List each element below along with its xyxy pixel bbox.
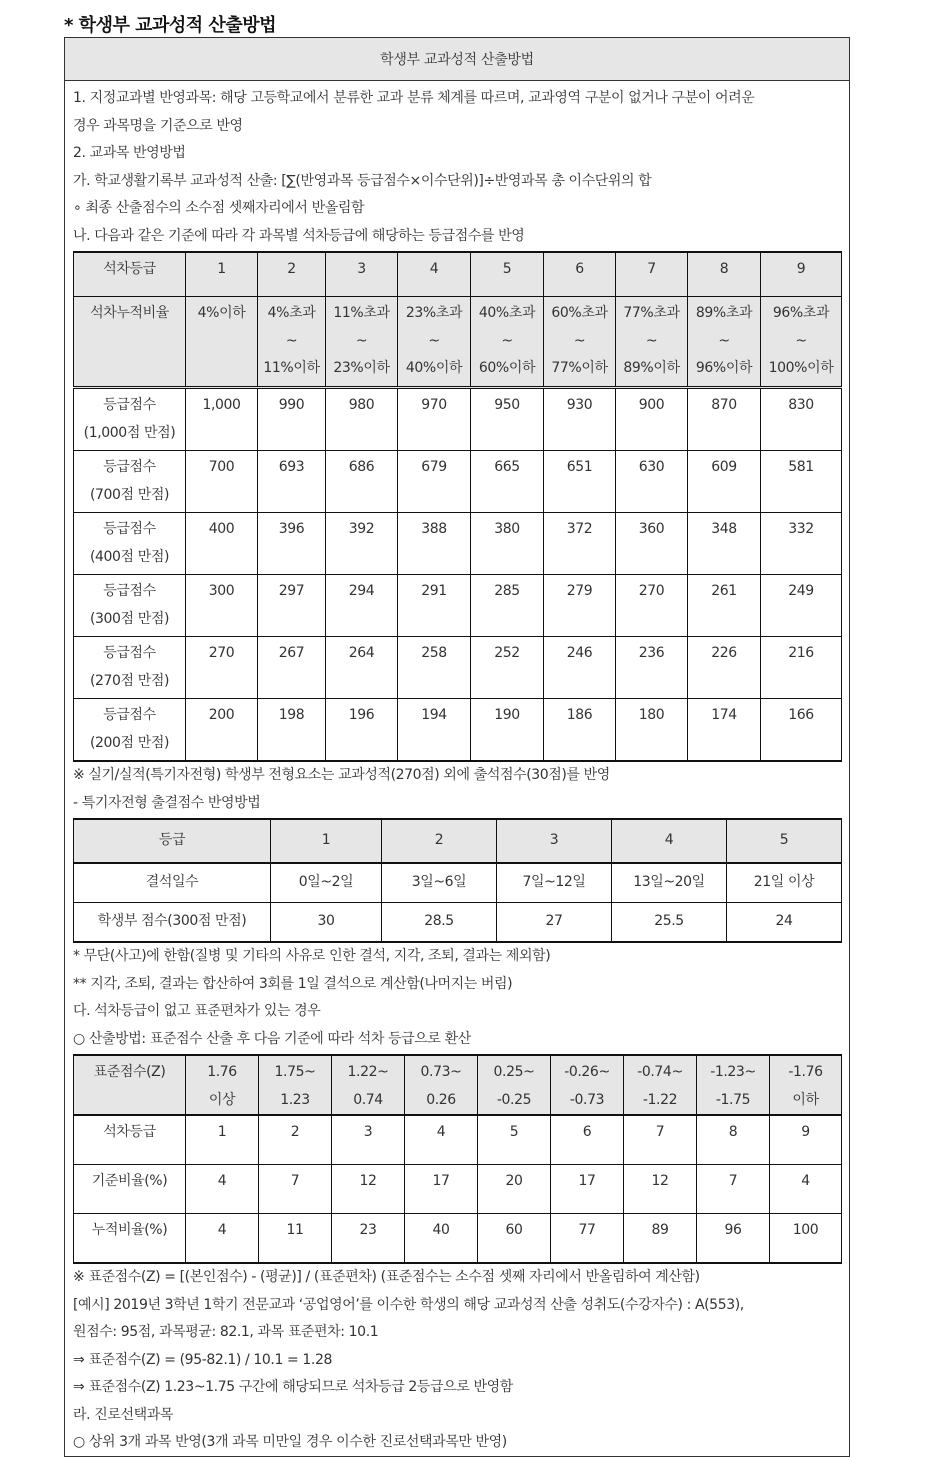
value-cell: 9 xyxy=(770,1115,842,1165)
table-row xyxy=(74,1115,842,1165)
grade-header-row xyxy=(74,252,842,297)
score-cell: 261 xyxy=(688,575,761,637)
score-cell: 174 xyxy=(688,699,761,762)
table-row xyxy=(74,575,842,637)
score-cell: 27 xyxy=(497,903,612,943)
score-cell: 380 xyxy=(471,513,544,575)
score-label: 학생부 점수(300점 만점) xyxy=(74,903,271,943)
absence-cell: 7일~12일 xyxy=(497,863,612,903)
value-cell: 7 xyxy=(259,1165,332,1214)
value-cell: 3 xyxy=(332,1115,405,1165)
text-line: 원점수: 95점, 과목평균: 82.1, 과목 표준편차: 10.1 xyxy=(73,1324,379,1340)
table-row xyxy=(74,637,842,699)
attendance-header-row xyxy=(74,819,842,863)
score-cell: 372 xyxy=(544,513,616,575)
value-cell: 11 xyxy=(259,1214,332,1264)
row-label: 등급점수 (400점 만점) xyxy=(74,513,186,575)
grade-cell: 2 xyxy=(258,252,326,297)
grade-cell: 7 xyxy=(616,252,688,297)
zscore-table xyxy=(73,1054,842,1264)
row-label: 등급점수 (200점 만점) xyxy=(74,699,186,762)
grade-score-table xyxy=(73,251,842,762)
score-cell: 900 xyxy=(616,388,688,451)
zscore-header-label: 표준점수(Z) xyxy=(74,1055,186,1115)
score-cell: 186 xyxy=(544,699,616,762)
range-cell: -0.74~ -1.22 xyxy=(624,1055,697,1115)
value-cell: 6 xyxy=(551,1115,624,1165)
table-row xyxy=(74,513,842,575)
score-cell: 970 xyxy=(398,388,471,451)
text-line: ※ 실기/실적(특기자전형) 학생부 전형요소는 교과성적(270점) 외에 출석점수(30점)를 반영 xyxy=(73,767,610,783)
text-line: * 무단(사고)에 한함(질병 및 기타의 사유로 인한 결석, 지각, 조퇴, 결과는 제외함) xyxy=(73,948,551,964)
value-cell: 96 xyxy=(697,1214,770,1264)
value-cell: 23 xyxy=(332,1214,405,1264)
table-row xyxy=(74,1165,842,1214)
range-cell: 0.25~ -0.25 xyxy=(478,1055,551,1115)
score-cell: 332 xyxy=(761,513,842,575)
row-label: 등급점수 (270점 만점) xyxy=(74,637,186,699)
score-cell: 190 xyxy=(471,699,544,762)
score-cell: 693 xyxy=(258,451,326,513)
absence-cell: 13일~20일 xyxy=(612,863,727,903)
value-cell: 17 xyxy=(551,1165,624,1214)
absence-cell: 21일 이상 xyxy=(727,863,842,903)
row-label: 등급점수 (300점 만점) xyxy=(74,575,186,637)
ratio-row xyxy=(74,297,842,388)
text-line: ** 지각, 조퇴, 결과는 합산하여 3회를 1일 결석으로 계산함(나머지는 버림) xyxy=(73,975,513,992)
value-cell: 7 xyxy=(697,1165,770,1214)
value-cell: 12 xyxy=(624,1165,697,1214)
score-row xyxy=(74,903,842,943)
grade-cell: 3 xyxy=(497,819,612,863)
value-cell: 17 xyxy=(405,1165,478,1214)
ratio-cell: 96%초과 ~ 100%이하 xyxy=(761,297,842,388)
score-cell: 267 xyxy=(258,637,326,699)
score-cell: 581 xyxy=(761,451,842,513)
range-cell: 1.22~ 0.74 xyxy=(332,1055,405,1115)
row-label: 석차등급 xyxy=(74,1115,186,1165)
score-cell: 226 xyxy=(688,637,761,699)
grade-header-label: 석차등급 xyxy=(74,252,186,297)
text-line: 나. 다음과 같은 기준에 따라 각 과목별 석차등급에 해당하는 등급점수를 반영 xyxy=(73,227,525,244)
score-cell: 1,000 xyxy=(186,388,258,451)
score-cell: 249 xyxy=(761,575,842,637)
score-cell: 400 xyxy=(186,513,258,575)
ratio-cell: 4%이하 xyxy=(186,297,258,388)
table-row xyxy=(74,388,842,451)
range-cell: -0.26~ -0.73 xyxy=(551,1055,624,1115)
footer-section xyxy=(73,1264,841,1457)
score-cell: 194 xyxy=(398,699,471,762)
ratio-cell: 4%초과 ~ 11%이하 xyxy=(258,297,326,388)
ratio-cell: 89%초과 ~ 96%이하 xyxy=(688,297,761,388)
grade-cell: 1 xyxy=(271,819,382,863)
score-cell: 24 xyxy=(727,903,842,943)
ratio-cell: 23%초과 ~ 40%이하 xyxy=(398,297,471,388)
text-line: ⇒ 표준점수(Z) 1.23~1.75 구간에 해당되므로 석차등급 2등급으로 반영함 xyxy=(73,1379,513,1395)
score-cell: 279 xyxy=(544,575,616,637)
grade-cell: 9 xyxy=(761,252,842,297)
range-cell: -1.23~ -1.75 xyxy=(697,1055,770,1115)
box-title: 학생부 교과성적 산출방법 xyxy=(65,38,849,81)
score-cell: 297 xyxy=(258,575,326,637)
value-cell: 4 xyxy=(405,1115,478,1165)
text-line: 라. 진로선택과목 xyxy=(73,1406,173,1423)
score-cell: 651 xyxy=(544,451,616,513)
row-label: 등급점수 (700점 만점) xyxy=(74,451,186,513)
zscore-header-row xyxy=(74,1055,842,1115)
row-label: 누적비율(%) xyxy=(74,1214,186,1264)
score-cell: 360 xyxy=(616,513,688,575)
score-cell: 830 xyxy=(761,388,842,451)
grade-cell: 5 xyxy=(727,819,842,863)
ratio-cell: 77%초과 ~ 89%이하 xyxy=(616,297,688,388)
score-cell: 950 xyxy=(471,388,544,451)
value-cell: 8 xyxy=(697,1115,770,1165)
value-cell: 40 xyxy=(405,1214,478,1264)
score-cell: 258 xyxy=(398,637,471,699)
ratio-label: 석차누적비율 xyxy=(74,297,186,388)
text-line: ∘ 최종 산출점수의 소수점 셋째자리에서 반올림함 xyxy=(73,200,365,216)
table-row xyxy=(74,699,842,762)
score-cell: 198 xyxy=(258,699,326,762)
grade-header-label: 등급 xyxy=(74,819,271,863)
score-cell: 294 xyxy=(326,575,398,637)
range-cell: -1.76 이하 xyxy=(770,1055,842,1115)
score-cell: 285 xyxy=(471,575,544,637)
score-cell: 396 xyxy=(258,513,326,575)
score-cell: 216 xyxy=(761,637,842,699)
grade-cell: 8 xyxy=(688,252,761,297)
score-cell: 700 xyxy=(186,451,258,513)
value-cell: 100 xyxy=(770,1214,842,1264)
grade-cell: 1 xyxy=(186,252,258,297)
post-attendance-section xyxy=(73,943,841,1053)
text-line: [예시] 2019년 3학년 1학기 전문교과 ‘공업영어’를 이수한 학생의 해당 교과성적 산출 성취도(수강자수) : A(553), xyxy=(73,1296,744,1313)
score-cell: 870 xyxy=(688,388,761,451)
text-line: 가. 학교생활기록부 교과성적 산출: [∑(반영과목 등급점수×이수단위)]÷반영과목 총 이수단위의 합 xyxy=(73,172,652,189)
value-cell: 7 xyxy=(624,1115,697,1165)
row-label: 기준비율(%) xyxy=(74,1165,186,1214)
score-cell: 609 xyxy=(688,451,761,513)
value-cell: 5 xyxy=(478,1115,551,1165)
range-cell: 1.76 이상 xyxy=(186,1055,259,1115)
score-cell: 264 xyxy=(326,637,398,699)
absence-row xyxy=(74,863,842,903)
grade-cell: 3 xyxy=(326,252,398,297)
grade-cell: 4 xyxy=(398,252,471,297)
score-cell: 30 xyxy=(271,903,382,943)
value-cell: 89 xyxy=(624,1214,697,1264)
score-cell: 166 xyxy=(761,699,842,762)
absence-cell: 0일~2일 xyxy=(271,863,382,903)
text-line: 2. 교과목 반영방법 xyxy=(73,145,186,161)
score-cell: 930 xyxy=(544,388,616,451)
value-cell: 20 xyxy=(478,1165,551,1214)
value-cell: 4 xyxy=(186,1165,259,1214)
value-cell: 4 xyxy=(770,1165,842,1214)
score-cell: 270 xyxy=(616,575,688,637)
score-cell: 291 xyxy=(398,575,471,637)
score-cell: 270 xyxy=(186,637,258,699)
value-cell: 77 xyxy=(551,1214,624,1264)
ratio-cell: 40%초과 ~ 60%이하 xyxy=(471,297,544,388)
range-cell: 0.73~ 0.26 xyxy=(405,1055,478,1115)
value-cell: 2 xyxy=(259,1115,332,1165)
text-line: 다. 석차등급이 없고 표준편차가 있는 경우 xyxy=(73,1003,321,1019)
absence-label: 결석일수 xyxy=(74,863,271,903)
mid-section xyxy=(73,762,841,817)
score-cell: 28.5 xyxy=(382,903,497,943)
score-cell: 25.5 xyxy=(612,903,727,943)
score-cell: 686 xyxy=(326,451,398,513)
text-line: 경우 과목명을 기준으로 반영 xyxy=(73,117,243,134)
value-cell: 1 xyxy=(186,1115,259,1165)
absence-cell: 3일~6일 xyxy=(382,863,497,903)
score-cell: 200 xyxy=(186,699,258,762)
row-label: 등급점수 (1,000점 만점) xyxy=(74,388,186,451)
text-line: ※ 표준점수(Z) = [(본인점수) - (평균)] / (표준편차) (표준점수는 소수점 셋째 자리에서 반올림하여 계산함) xyxy=(73,1269,700,1285)
ratio-cell: 11%초과 ~ 23%이하 xyxy=(326,297,398,388)
attendance-table xyxy=(73,818,842,943)
table-row xyxy=(74,451,842,513)
text-line: ○ 산출방법: 표준점수 산출 후 다음 기준에 따라 석차 등급으로 환산 xyxy=(73,1030,471,1047)
text-line: ○ 상위 3개 과목 반영(3개 과목 미만일 경우 이수한 진로선택과목만 반영) xyxy=(73,1434,507,1450)
score-cell: 348 xyxy=(688,513,761,575)
score-cell: 665 xyxy=(471,451,544,513)
score-cell: 236 xyxy=(616,637,688,699)
grade-cell: 5 xyxy=(471,252,544,297)
score-cell: 392 xyxy=(326,513,398,575)
method-box xyxy=(64,37,850,1457)
value-cell: 60 xyxy=(478,1214,551,1264)
score-cell: 990 xyxy=(258,388,326,451)
score-cell: 196 xyxy=(326,699,398,762)
intro-section xyxy=(73,85,841,250)
value-cell: 4 xyxy=(186,1214,259,1264)
range-cell: 1.75~ 1.23 xyxy=(259,1055,332,1115)
score-cell: 980 xyxy=(326,388,398,451)
text-line: ⇒ 표준점수(Z) = (95-82.1) / 10.1 = 1.28 xyxy=(73,1351,332,1368)
page-title: * 학생부 교과성적 산출방법 xyxy=(64,15,276,36)
score-cell: 679 xyxy=(398,451,471,513)
grade-cell: 6 xyxy=(544,252,616,297)
score-cell: 300 xyxy=(186,575,258,637)
grade-cell: 2 xyxy=(382,819,497,863)
box-body xyxy=(65,81,849,1457)
score-cell: 246 xyxy=(544,637,616,699)
table-row xyxy=(74,1214,842,1264)
grade-cell: 4 xyxy=(612,819,727,863)
score-cell: 252 xyxy=(471,637,544,699)
text-line: - 특기자전형 출결점수 반영방법 xyxy=(73,794,261,811)
score-cell: 388 xyxy=(398,513,471,575)
score-cell: 630 xyxy=(616,451,688,513)
text-line: 1. 지정교과별 반영과목: 해당 고등학교에서 분류한 교과 분류 체계를 따르며, 교과영역 구분이 없거나 구분이 어려운 xyxy=(73,90,755,106)
value-cell: 12 xyxy=(332,1165,405,1214)
score-cell: 180 xyxy=(616,699,688,762)
ratio-cell: 60%초과 ~ 77%이하 xyxy=(544,297,616,388)
